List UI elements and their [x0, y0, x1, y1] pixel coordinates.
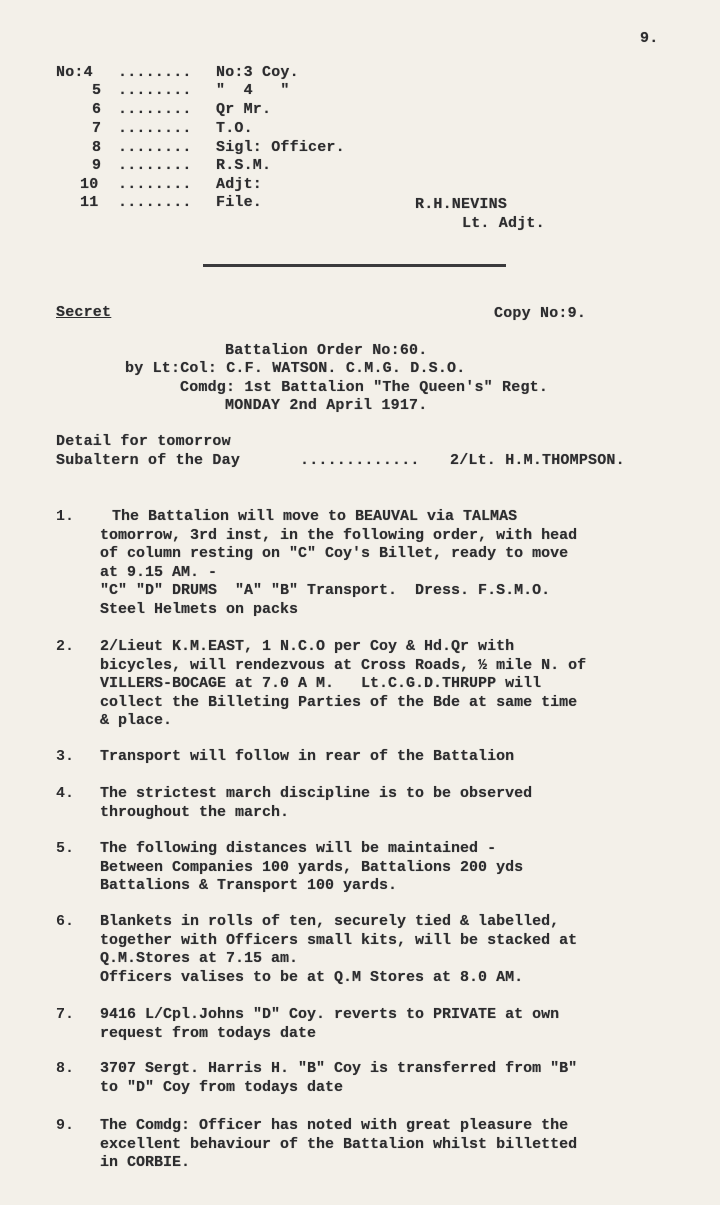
distribution-dest: R.S.M. [216, 157, 272, 174]
item-line: VILLERS-BOCAGE at 7.0 A M. Lt.C.G.D.THRUPP will [100, 675, 542, 692]
item-text [100, 785, 710, 822]
distribution-dest: Sigl: Officer. [216, 139, 345, 156]
detail-subaltern-label: Subaltern of the Day [56, 452, 241, 469]
item-number: 9. [56, 1117, 75, 1134]
item-text [100, 508, 710, 619]
distribution-dest: " 4 " [216, 82, 290, 99]
item-line: collect the Billeting Parties of the Bde at same time [100, 693, 578, 711]
item-line: at 9.15 AM. - [100, 563, 218, 581]
detail-heading: Detail for tomorrow [56, 433, 231, 450]
item-line: Steel Helmets on packs [100, 600, 299, 618]
distribution-dots: ........ [118, 82, 192, 99]
item-line: Blankets in rolls of ten, securely tied & labelled, [100, 913, 560, 930]
distribution-no: 7 [92, 120, 102, 137]
item-line: 9416 L/Cpl.Johns "D" Coy. reverts to PRIVATE at own [100, 1006, 560, 1023]
item-line: Battalions & Transport 100 yards. [100, 877, 398, 894]
distribution-no: 10 [80, 176, 99, 193]
distribution-dest: Adjt: [216, 176, 263, 193]
item-line: Officers valises to be at Q.M Stores at 8.0 AM. [100, 968, 524, 986]
page-number: 9. [640, 30, 659, 47]
item-number: 8. [56, 1060, 75, 1077]
item-line: in CORBIE. [100, 1154, 191, 1171]
distribution-no: No:4 [56, 64, 93, 81]
item-line: Between Companies 100 yards, Battalions 200 yds [100, 858, 524, 876]
item-line: together with Officers small kits, will be stacked at [100, 931, 578, 949]
item-line: 3707 Sergt. Harris H. "B" Coy is transferred from "B" [100, 1060, 578, 1077]
item-line: & place. [100, 712, 173, 729]
item-text [100, 1060, 710, 1097]
item-text [100, 1117, 710, 1173]
item-line: bicycles, will rendezvous at Cross Roads, ½ mile N. of [100, 656, 587, 674]
item-line: The Battalion will move to BEAUVAL via TALMAS [112, 508, 518, 525]
signature-name: R.H.NEVINS [415, 196, 508, 213]
item-text [100, 913, 710, 987]
item-line: excellent behaviour of the Battalion whilst billetted [100, 1135, 578, 1153]
signature-rank: Lt. Adjt. [462, 215, 545, 232]
distribution-dest: No:3 Coy. [216, 64, 299, 81]
item-line: Transport will follow in rear of the Battalion [100, 748, 515, 765]
item-line: throughout the march. [100, 803, 290, 821]
distribution-dots: ........ [118, 139, 192, 156]
distribution-no: 8 [92, 139, 102, 156]
distribution-dest: File. [216, 194, 263, 211]
item-line: tomorrow, 3rd inst, in the following order, with head [100, 526, 578, 544]
distribution-dots: ........ [118, 157, 192, 174]
order-date: MONDAY 2nd April 1917. [225, 397, 428, 414]
detail-subaltern-dots: ............. [300, 452, 420, 469]
distribution-no: 11 [80, 194, 99, 211]
item-number: 6. [56, 913, 75, 930]
item-line: 2/Lieut K.M.EAST, 1 N.C.O per Coy & Hd.Qr with [100, 638, 515, 655]
classification: Secret [56, 304, 112, 321]
distribution-dots: ........ [118, 194, 192, 211]
order-issuer: by Lt:Col: C.F. WATSON. C.M.G. D.S.O. [125, 360, 466, 377]
distribution-dots: ........ [118, 101, 192, 118]
copy-number: Copy No:9. [494, 305, 587, 322]
item-number: 2. [56, 638, 75, 655]
item-text [100, 638, 710, 731]
item-line: Q.M.Stores at 7.15 am. [100, 950, 299, 967]
distribution-no: 5 [92, 82, 102, 99]
item-number: 4. [56, 785, 75, 802]
item-line: request from todays date [100, 1024, 317, 1042]
item-line: of column resting on "C" Coy's Billet, ready to move [100, 545, 569, 562]
item-text [100, 748, 710, 767]
distribution-no: 9 [92, 157, 102, 174]
item-number: 5. [56, 840, 75, 857]
item-line: to "D" Coy from todays date [100, 1078, 344, 1096]
separator-rule [203, 264, 506, 267]
item-line: The following distances will be maintained - [100, 840, 497, 857]
item-number: 7. [56, 1006, 75, 1023]
item-number: 3. [56, 748, 75, 765]
distribution-dots: ........ [118, 120, 192, 137]
item-line: The strictest march discipline is to be observed [100, 785, 533, 802]
item-text [100, 1006, 710, 1043]
distribution-no: 6 [92, 101, 102, 118]
distribution-dots: ........ [118, 176, 192, 193]
item-text [100, 840, 710, 896]
item-number: 1. [56, 508, 75, 525]
distribution-dest: Qr Mr. [216, 101, 272, 118]
detail-subaltern-value: 2/Lt. H.M.THOMPSON. [450, 452, 625, 469]
distribution-dest: T.O. [216, 120, 253, 137]
order-title: Battalion Order No:60. [225, 342, 428, 359]
distribution-dots: ........ [118, 64, 192, 81]
item-line: The Comdg: Officer has noted with great pleasure the [100, 1117, 569, 1134]
order-command: Comdg: 1st Battalion "The Queen's" Regt. [180, 379, 549, 396]
item-line: "C" "D" DRUMS "A" "B" Transport. Dress. F.S.M.O. [100, 582, 551, 599]
